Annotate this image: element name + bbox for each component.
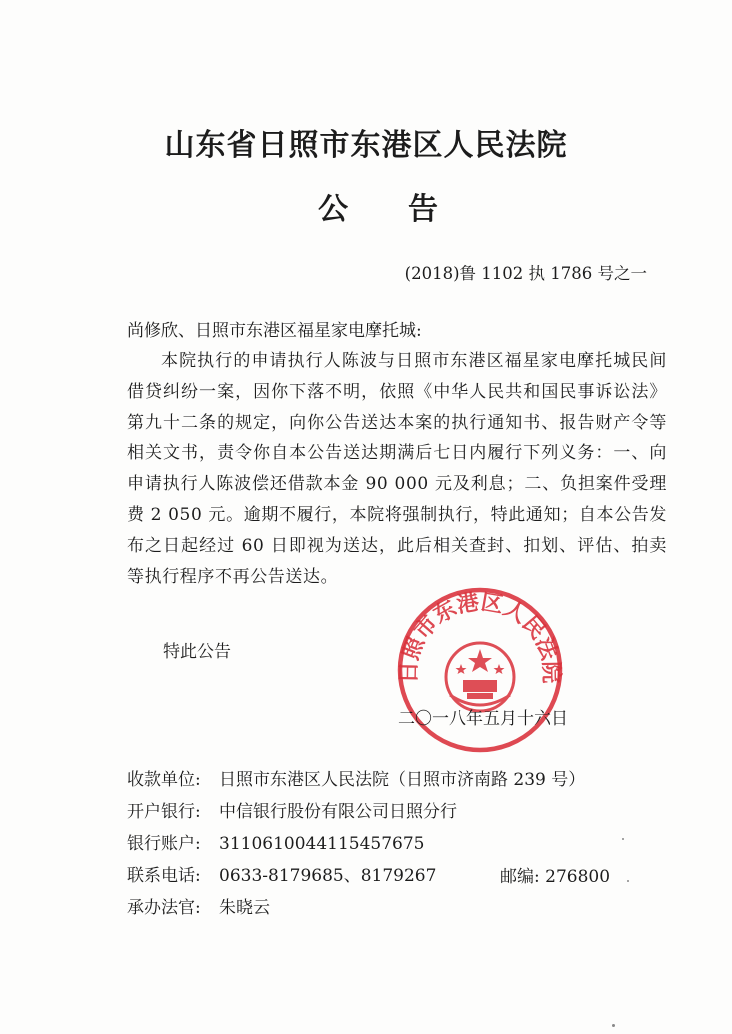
postcode-value: 276800 (545, 867, 611, 887)
bank-row (127, 797, 457, 822)
account-row (127, 829, 425, 854)
case-number: (2018)鲁 1102 执 1786 号之一 (404, 264, 647, 283)
court-title: 山东省日照市东港区人民法院 (164, 128, 568, 163)
national-emblem-icon (446, 643, 514, 711)
scan-speck (627, 880, 629, 882)
notice-heading-char-2: 告 (408, 192, 438, 227)
notice-heading-char-1: 公 (318, 192, 348, 227)
seal-text: 日照市东港区人民法院 (396, 590, 564, 684)
court-seal (395, 585, 565, 755)
postcode-label: 邮编: (500, 867, 540, 887)
phone-label: 联系电话: (127, 866, 201, 886)
account-label: 银行账户: (127, 834, 201, 854)
judge-label: 承办法官: (127, 898, 201, 918)
postcode-row (500, 862, 610, 887)
payee-value: 日照市东港区人民法院（日照市济南路 239 号） (219, 770, 586, 790)
judge-value: 朱晓云 (219, 898, 270, 918)
notice-body (127, 346, 667, 592)
notice-date: 二〇一八年五月十六日 (398, 709, 568, 729)
addressee: 尚修欣、日照市东港区福星家电摩托城: (127, 321, 422, 341)
payee-row (127, 765, 585, 790)
account-value: 3110610044115457675 (219, 834, 425, 854)
scan-speck (612, 1024, 615, 1027)
notice-heading (318, 184, 438, 228)
closing-phrase: 特此公告 (163, 642, 231, 662)
phone-value: 0633-8179685、8179267 (219, 866, 437, 886)
notice-body-paragraph: 本院执行的申请执行人陈波与日照市东港区福星家电摩托城民间借贷纠纷一案，因你下落不明，依照《中华人民共和国民事诉讼法》第九十二条的规定，向你公告送达本案的执行通知书、报告财产令等相关文书，责令你自本公告送达期满后七日内履行下列义务：一、向申请执行人陈波偿还借款本金 90 000 元及利息；二、负担案件受理费 2 050 元。逾期不履行，本院将强制执行，特此通知；自本公告发布之日起经过 60 日即视为送达，此后相关查封、扣划、评估、拍卖等执行程序不再公告送达。 (127, 351, 667, 587)
bank-value: 中信银行股份有限公司日照分行 (219, 802, 457, 822)
payee-label: 收款单位: (127, 770, 201, 790)
phone-row (127, 861, 436, 886)
judge-row (127, 893, 270, 918)
bank-label: 开户银行: (127, 802, 201, 822)
scan-speck (622, 838, 624, 840)
